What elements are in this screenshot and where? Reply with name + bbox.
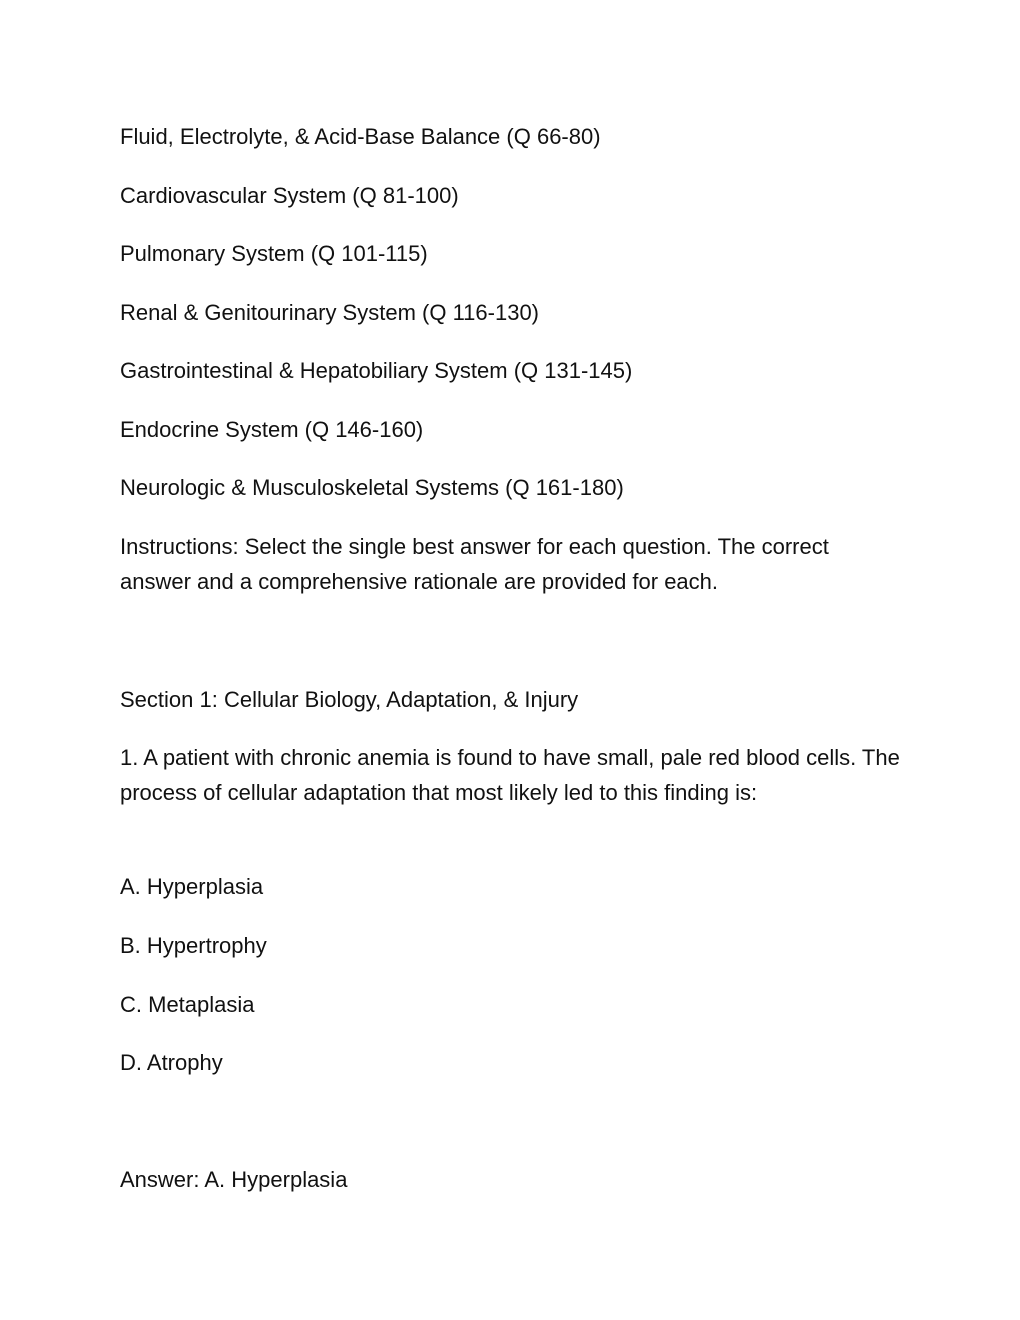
answer-option-b: B. Hypertrophy xyxy=(120,933,267,958)
question-stem: 1. A patient with chronic anemia is found to have small, pale red blood cells. The process of cellular adaptation that most likely led to this finding is: xyxy=(120,745,900,805)
toc-item: Neurologic & Musculoskeletal Systems (Q 161-180) xyxy=(120,475,624,500)
toc-item: Gastrointestinal & Hepatobiliary System (Q 131-145) xyxy=(120,358,633,383)
toc-item: Pulmonary System (Q 101-115) xyxy=(120,241,428,266)
answer-option-c: C. Metaplasia xyxy=(120,992,255,1017)
toc-item: Endocrine System (Q 146-160) xyxy=(120,417,424,442)
instructions-text: Instructions: Select the single best answer for each question. The correct answer and a comprehensive rationale are provided for each. xyxy=(120,534,829,594)
correct-answer: Answer: A. Hyperplasia xyxy=(120,1167,348,1192)
toc-item: Fluid, Electrolyte, & Acid-Base Balance (Q 66-80) xyxy=(120,124,601,149)
answer-option-a: A. Hyperplasia xyxy=(120,874,264,899)
section-title: Section 1: Cellular Biology, Adaptation, & Injury xyxy=(120,687,579,712)
answer-option-d: D. Atrophy xyxy=(120,1050,223,1075)
toc-item: Renal & Genitourinary System (Q 116-130) xyxy=(120,300,539,325)
toc-item: Cardiovascular System (Q 81-100) xyxy=(120,183,459,208)
